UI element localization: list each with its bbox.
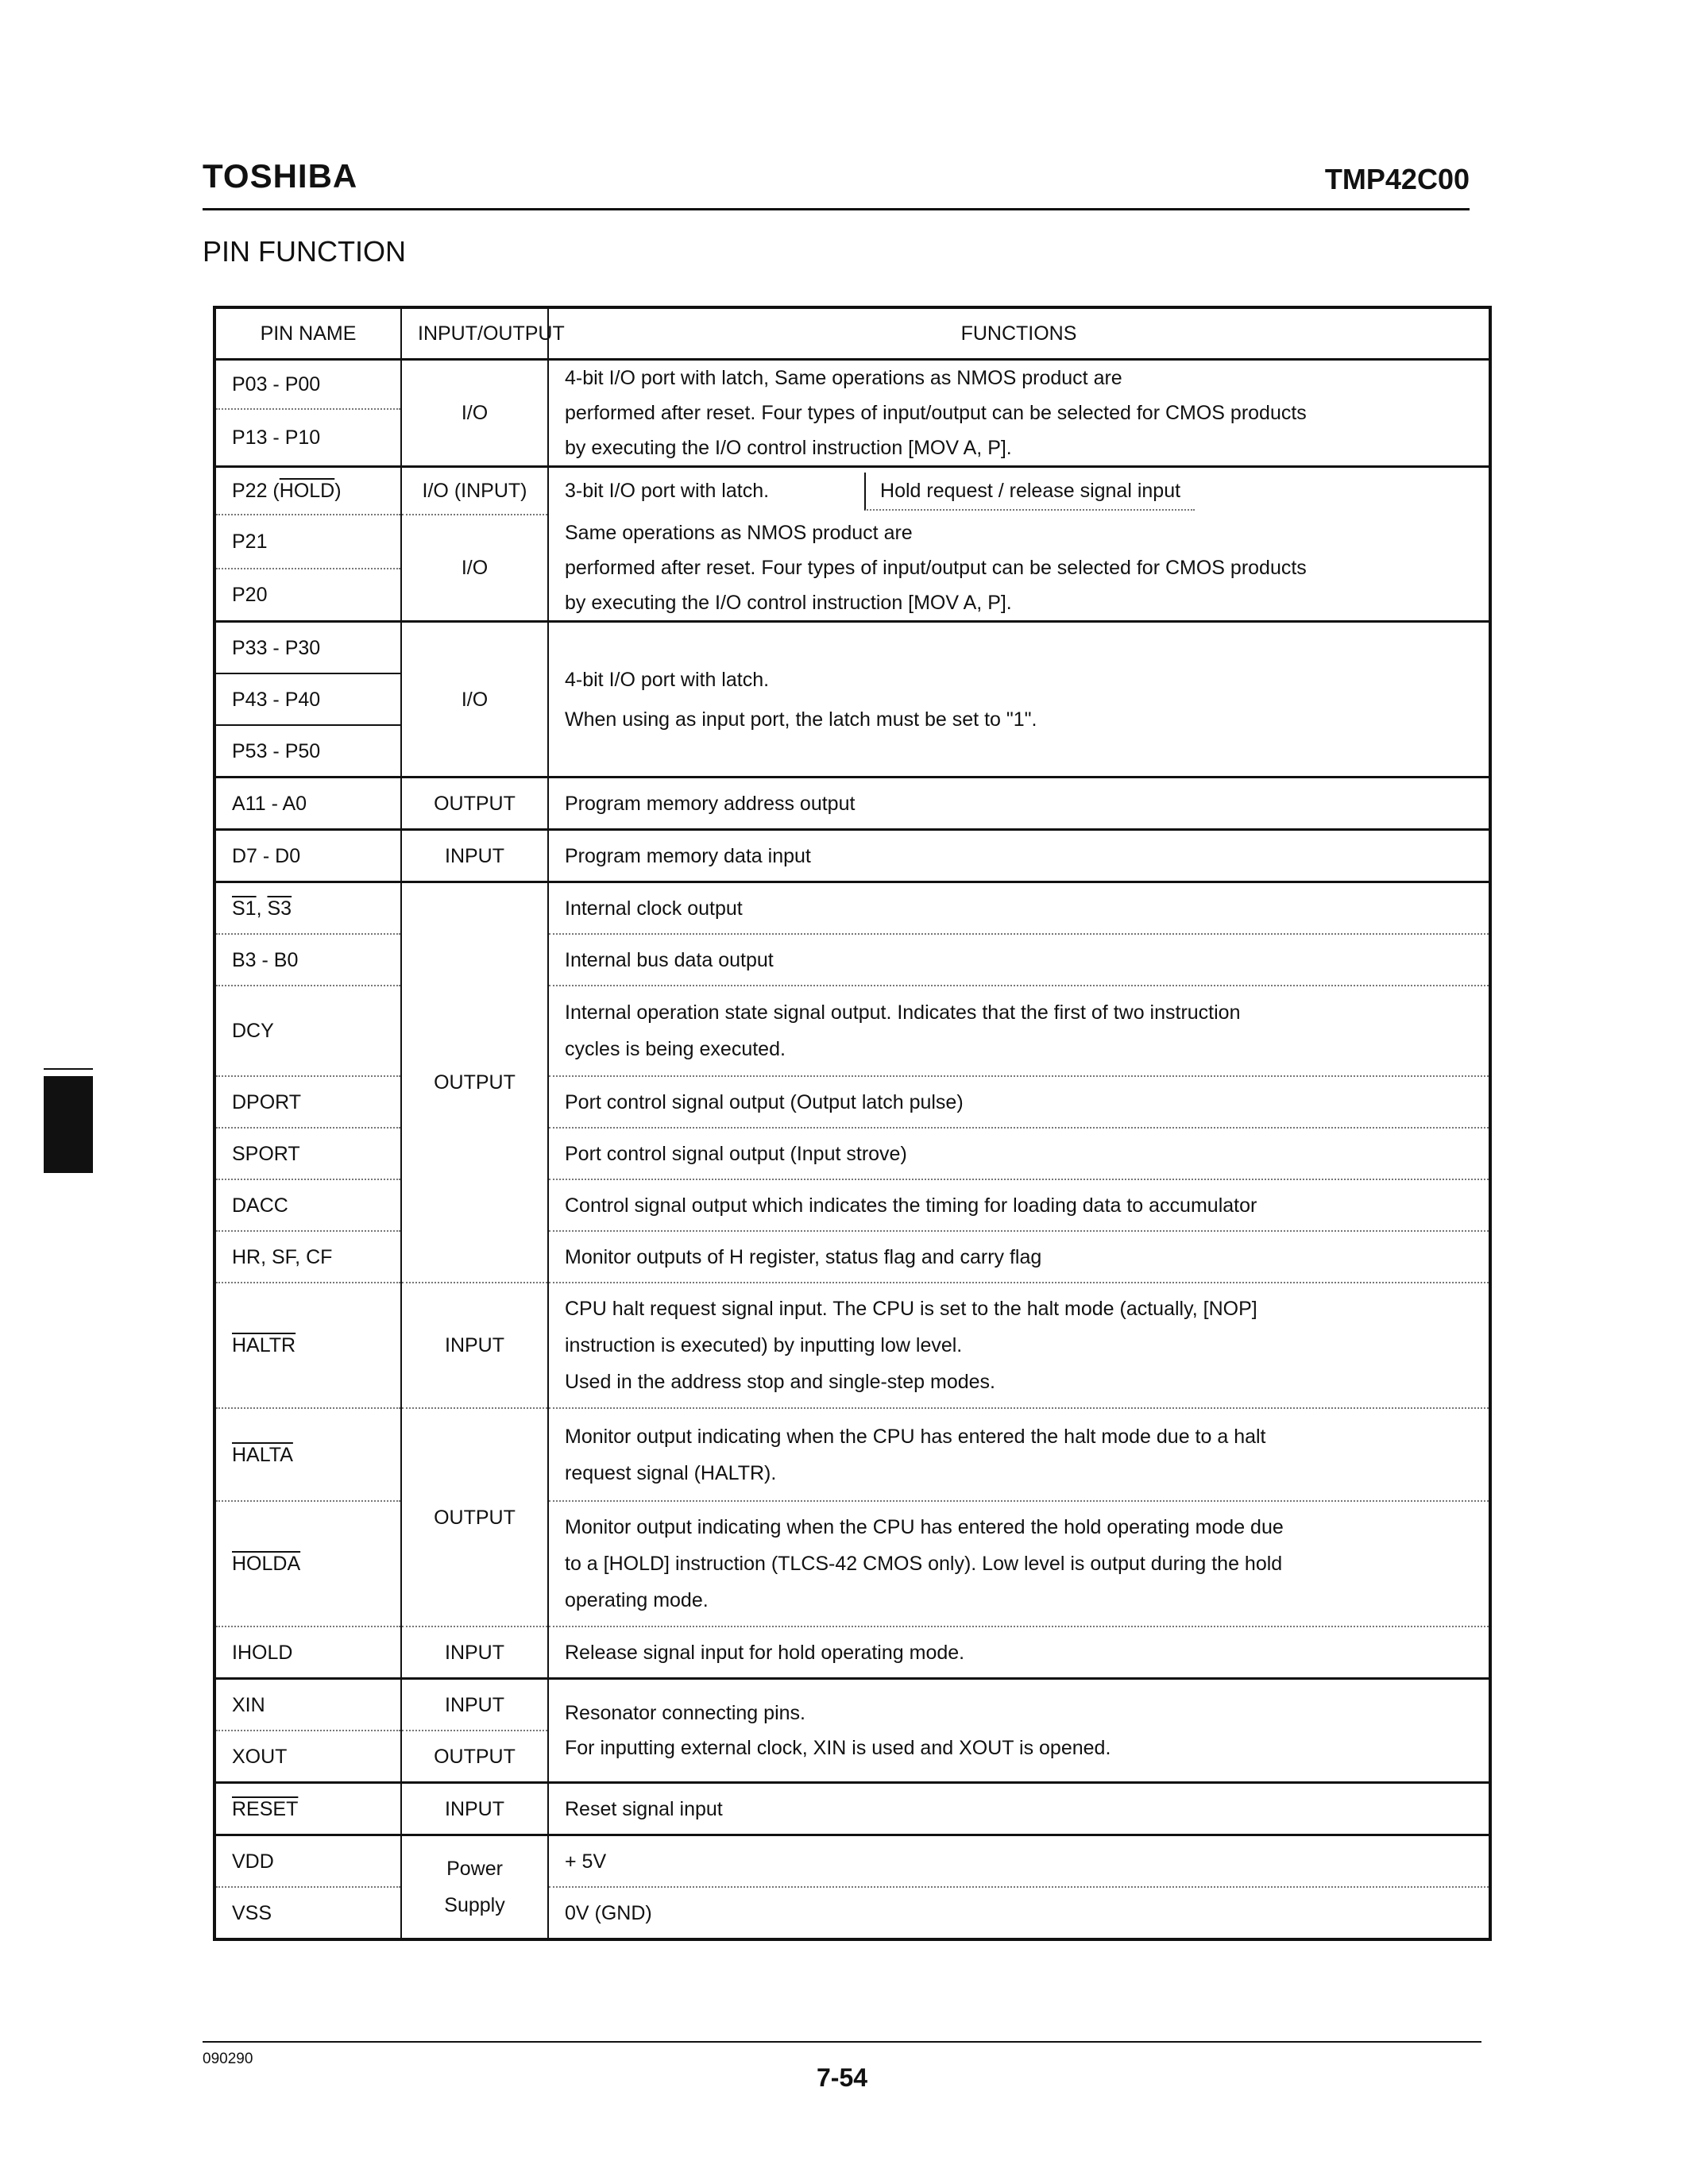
pin-name: VSS (214, 1887, 401, 1939)
pin-io: INPUT (401, 1783, 548, 1835)
function-line: Internal operation state signal output. Indicates that the first of two instruction (565, 1001, 1241, 1024)
pin-label: , (256, 897, 268, 920)
pin-function: Program memory address output (548, 778, 1490, 830)
pin-function: Release signal input for hold operating mode. (548, 1626, 1490, 1679)
pin-io: I/O (401, 515, 548, 622)
overbar-label: HOLD (279, 480, 335, 502)
pin-name: P53 - P50 (214, 725, 401, 778)
function-line: 4-bit I/O port with latch. (565, 668, 770, 691)
function-line: 4-bit I/O port with latch, Same operations as NMOS product are (565, 367, 1122, 389)
hold-note: Hold request / release signal input (864, 473, 1195, 511)
pin-io: OUTPUT (401, 1731, 548, 1783)
side-tab-tick (44, 1068, 93, 1070)
pin-name: P33 - P30 (214, 622, 401, 674)
table-row (214, 467, 1490, 515)
pin-function (548, 360, 1490, 467)
function-line: 3-bit I/O port with latch. (565, 479, 770, 502)
pin-function: Reset signal input (548, 1783, 1490, 1835)
pin-function (548, 1408, 1490, 1501)
function-line: by executing the I/O control instruction [MOV A, P]. (565, 591, 1012, 614)
pin-function: Internal clock output (548, 882, 1490, 935)
pin-name: DPORT (214, 1076, 401, 1128)
pin-name (214, 1283, 401, 1408)
pin-function (548, 622, 1490, 778)
pin-name: SPORT (214, 1128, 401, 1179)
pin-name: A11 - A0 (214, 778, 401, 830)
function-line: to a [HOLD] instruction (TLCS-42 CMOS only). Low level is output during the hold (565, 1553, 1283, 1575)
function-line: Same operations as NMOS product are (565, 521, 913, 544)
pin-name: P03 - P00 (232, 373, 321, 396)
pin-function: Port control signal output (Output latch pulse) (548, 1076, 1490, 1128)
pin-io: OUTPUT (401, 778, 548, 830)
pin-name: P13 - P10 (214, 409, 401, 467)
pin-io: INPUT (401, 1283, 548, 1408)
pin-function (548, 986, 1490, 1076)
overbar-label: HALTA (232, 1443, 293, 1466)
function-line: performed after reset. Four types of input/output can be selected for CMOS products (565, 402, 1307, 424)
function-line: Used in the address stop and single-step modes. (565, 1371, 995, 1393)
header-rule (203, 208, 1470, 210)
section-title: PIN FUNCTION (203, 235, 406, 268)
pin-function: Internal bus data output (548, 934, 1490, 986)
header-input-output: INPUT/OUTPUT (401, 307, 548, 360)
pin-function (548, 467, 1490, 515)
pin-name: DCY (214, 986, 401, 1076)
pin-name-s1-s3 (214, 882, 401, 935)
table-row (214, 1408, 1490, 1501)
pin-function: Monitor outputs of H register, status flag and carry flag (548, 1231, 1490, 1283)
pin-name-p22 (214, 467, 401, 515)
pin-io: INPUT (401, 1626, 548, 1679)
pin-name: P20 (214, 569, 401, 622)
page-number: 7-54 (817, 2063, 868, 2092)
function-line: cycles is being executed. (565, 1038, 786, 1060)
overbar-label: HALTR (232, 1334, 296, 1356)
overbar-label: S3 (267, 897, 292, 920)
function-line: operating mode. (565, 1589, 709, 1611)
pin-name: P43 - P40 (214, 673, 401, 725)
table-row (214, 882, 1490, 935)
function-line: performed after reset. Four types of input/output can be selected for CMOS products (565, 556, 1307, 579)
function-line: by executing the I/O control instruction [MOV A, P]. (565, 437, 1012, 459)
function-line: Monitor output indicating when the CPU has entered the hold operating mode due (565, 1516, 1284, 1538)
table-row (214, 1835, 1490, 1888)
side-tab-marker (44, 1076, 93, 1173)
overbar-label: RESET (232, 1797, 299, 1820)
table-row (214, 1783, 1490, 1835)
pin-label: ) (334, 480, 342, 502)
brand-logo: TOSHIBA (203, 157, 358, 195)
document-code: 090290 (203, 2051, 253, 2067)
header-functions: FUNCTIONS (548, 307, 1490, 360)
pin-io: INPUT (401, 830, 548, 882)
pin-name: DACC (214, 1179, 401, 1231)
table-row (214, 1679, 1490, 1731)
table-row (214, 515, 1490, 569)
overbar-label: HOLDA (232, 1553, 301, 1575)
pin-name: D7 - D0 (214, 830, 401, 882)
footer-rule (203, 2041, 1481, 2043)
pin-io: Power Supply (401, 1835, 548, 1940)
pin-function (548, 1283, 1490, 1408)
pin-name: VDD (214, 1835, 401, 1888)
pin-name: HR, SF, CF (214, 1231, 401, 1283)
function-line: Monitor output indicating when the CPU has entered the halt mode due to a halt (565, 1425, 1266, 1448)
pin-io: OUTPUT (401, 1408, 548, 1626)
function-line: When using as input port, the latch must be set to "1". (565, 708, 1037, 731)
pin-name (214, 1501, 401, 1626)
pin-name: XIN (214, 1679, 401, 1731)
pin-function (548, 1679, 1490, 1783)
table-header-row (214, 307, 1490, 360)
function-line: For inputting external clock, XIN is used and XOUT is opened. (565, 1737, 1111, 1759)
pin-function: + 5V (548, 1835, 1490, 1888)
pin-name (214, 1783, 401, 1835)
function-line: CPU halt request signal input. The CPU is set to the halt mode (actually, [NOP] (565, 1298, 1257, 1320)
pin-function: Program memory data input (548, 830, 1490, 882)
pin-function (548, 515, 1490, 622)
pin-name: B3 - B0 (214, 934, 401, 986)
function-line: instruction is executed) by inputting low level. (565, 1334, 963, 1356)
header-pin-name: PIN NAME (214, 307, 401, 360)
pin-name (214, 1408, 401, 1501)
pin-io: I/O (401, 622, 548, 778)
pin-label: P22 ( (232, 480, 280, 502)
part-number: TMP42C00 (1324, 163, 1470, 195)
table-row (214, 1626, 1490, 1679)
pin-function (548, 1501, 1490, 1626)
table-row (214, 622, 1490, 674)
pin-io: I/O (401, 360, 548, 467)
table-row (214, 360, 1490, 410)
overbar-label: S1 (232, 897, 257, 920)
pin-function-table (213, 306, 1492, 1941)
pin-name: XOUT (214, 1731, 401, 1783)
pin-io: I/O (INPUT) (401, 467, 548, 515)
pin-function: Control signal output which indicates the timing for loading data to accumulator (548, 1179, 1490, 1231)
function-line: Resonator connecting pins. (565, 1702, 805, 1724)
function-line: request signal (HALTR). (565, 1461, 777, 1484)
pin-io: OUTPUT (401, 882, 548, 1283)
pin-function: Port control signal output (Input strove) (548, 1128, 1490, 1179)
table-row (214, 830, 1490, 882)
table-row (214, 778, 1490, 830)
table-row (214, 1283, 1490, 1408)
pin-name: IHOLD (214, 1626, 401, 1679)
pin-function: 0V (GND) (548, 1887, 1490, 1939)
pin-io: INPUT (401, 1679, 548, 1731)
pin-name: P21 (214, 515, 401, 569)
